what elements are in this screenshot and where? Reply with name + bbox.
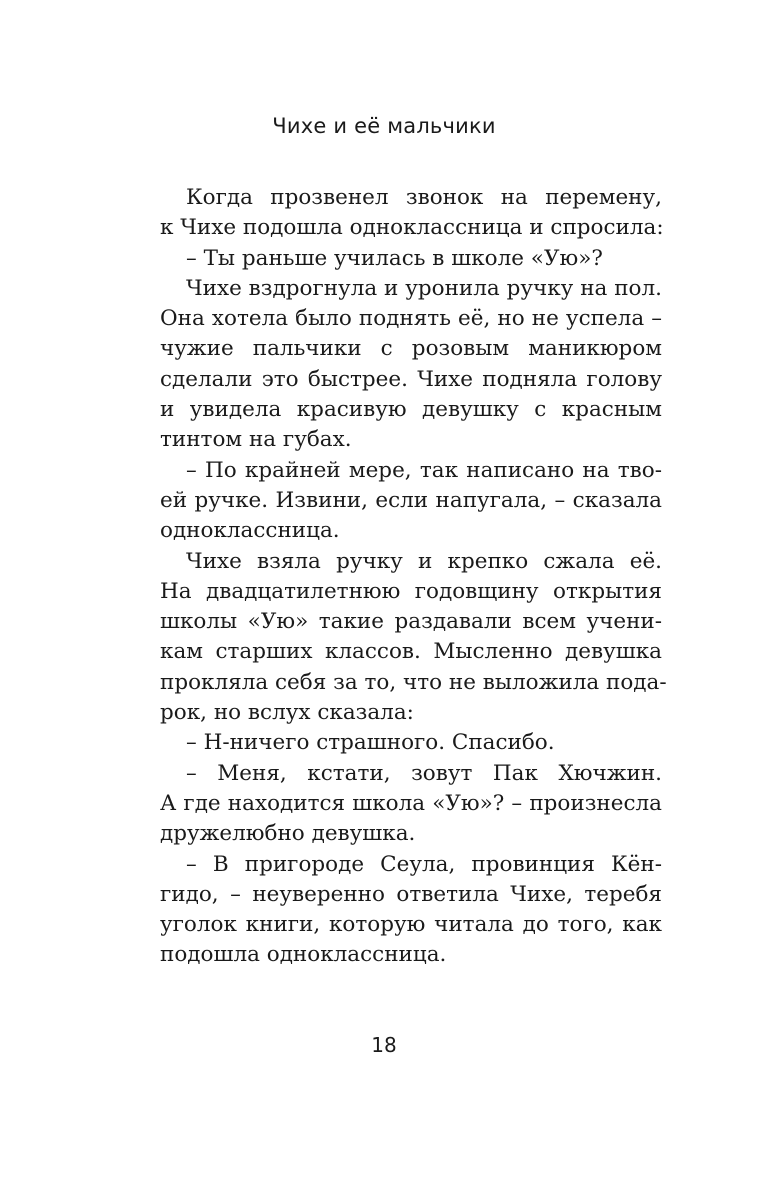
page-number: 18 xyxy=(371,1033,397,1057)
text-line: одноклассница. xyxy=(160,518,340,544)
text-line: А где находится школа «Ую»? – произнесла xyxy=(160,790,662,816)
running-header: Чихе и её мальчики xyxy=(272,114,496,138)
body-text xyxy=(160,183,667,971)
text-line: уголок книги, которую читала до того, как xyxy=(160,912,662,938)
text-line: – Меня, кстати, зовут Пак Хючжин. xyxy=(186,760,662,786)
text-line: На двадцатилетнюю годовщину открытия xyxy=(160,578,662,604)
text-line: ей ручке. Извини, если напугала, – сказала xyxy=(160,487,662,513)
text-line: школы «Ую» такие раздавали всем учени- xyxy=(160,609,662,635)
text-line: – В пригороде Сеула, провинция Кён- xyxy=(186,851,662,877)
text-line: прокляла себя за то, что не выложила пода- xyxy=(160,669,667,695)
text-line: Чихе взяла ручку и крепко сжала её. xyxy=(186,548,662,574)
text-line: и увидела красивую девушку с красным xyxy=(160,397,662,423)
text-line: к Чихе подошла одноклассница и спросила: xyxy=(160,215,664,241)
text-line: Она хотела было поднять её, но не успела – xyxy=(160,306,662,332)
text-line: дружелюбно девушка. xyxy=(160,821,416,847)
text-line: – Ты раньше училась в школе «Ую»? xyxy=(186,245,603,271)
text-line: кам старших классов. Мысленно девушка xyxy=(160,639,662,665)
text-line: подошла одноклассница. xyxy=(160,942,447,968)
text-line: сделали это быстрее. Чихе подняла голову xyxy=(160,366,662,392)
text-line: – По крайней мере, так написано на тво- xyxy=(186,457,662,483)
text-line: рок, но вслух сказала: xyxy=(160,700,414,726)
text-line: гидо, – неуверенно ответила Чихе, теребя xyxy=(160,881,662,907)
text-line: – Н-ничего страшного. Спасибо. xyxy=(186,730,555,756)
text-line: тинтом на губах. xyxy=(160,427,352,453)
text-line: Когда прозвенел звонок на перемену, xyxy=(186,185,662,210)
text-line: чужие пальчики с розовым маникюром xyxy=(160,336,662,362)
text-line: Чихе вздрогнула и уронила ручку на пол. xyxy=(186,275,662,301)
